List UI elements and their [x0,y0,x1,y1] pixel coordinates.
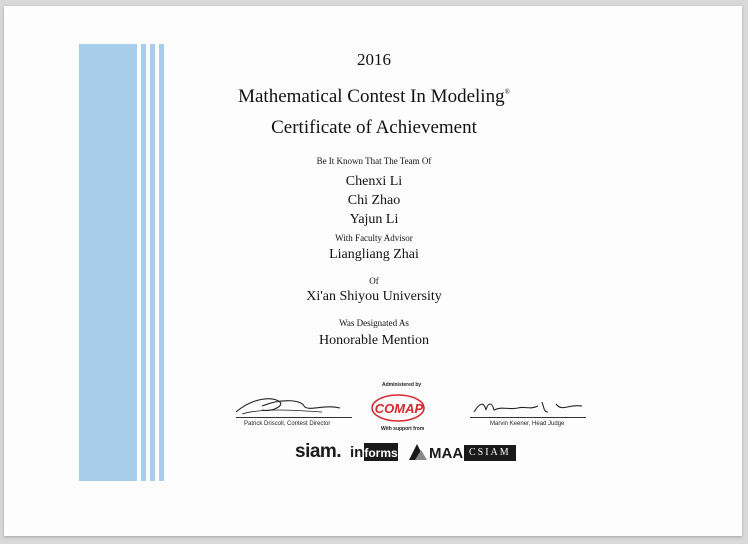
team-members [0,172,748,229]
director-signature [232,394,352,416]
team-member: Yajun Li [349,212,399,227]
registered-mark: ® [504,88,510,96]
maa-text: MAA [429,445,463,462]
contest-year: 2016 [357,50,391,69]
informs-prefix: in [350,444,364,461]
of-label: Of [369,276,379,286]
maa-logo [407,440,463,468]
informs-logo [350,440,400,468]
signature-line [470,417,586,418]
informs-box-text: forms [364,446,398,460]
university-name: Xi'an Shiyou University [306,289,442,304]
comap-logo-text: COMAP [374,401,424,416]
siam-logo: siam. [295,441,342,462]
team-member: Chi Zhao [347,193,401,208]
csiam-logo: CSIAM [464,445,516,461]
support-text: With support from [381,426,425,432]
known-line: Be It Known That The Team Of [316,156,432,166]
director-caption: Patrick Driscoll, Contest Director [244,421,331,427]
designated-label: Was Designated As [339,318,409,328]
comap-logo [370,392,430,424]
judge-caption: Marvin Keener, Head Judge [490,421,565,427]
advisor-name: Liangliang Zhai [329,247,419,262]
contest-name: Mathematical Contest In Modeling® [238,86,510,107]
administered-by: Administered by [382,382,422,388]
advisor-label: With Faculty Advisor [335,233,413,243]
team-member: Chenxi Li [345,174,403,189]
judge-signature [472,398,592,416]
signature-line [236,417,352,418]
award-name: Honorable Mention [318,333,430,348]
certificate-title: Certificate of Achievement [271,117,477,138]
